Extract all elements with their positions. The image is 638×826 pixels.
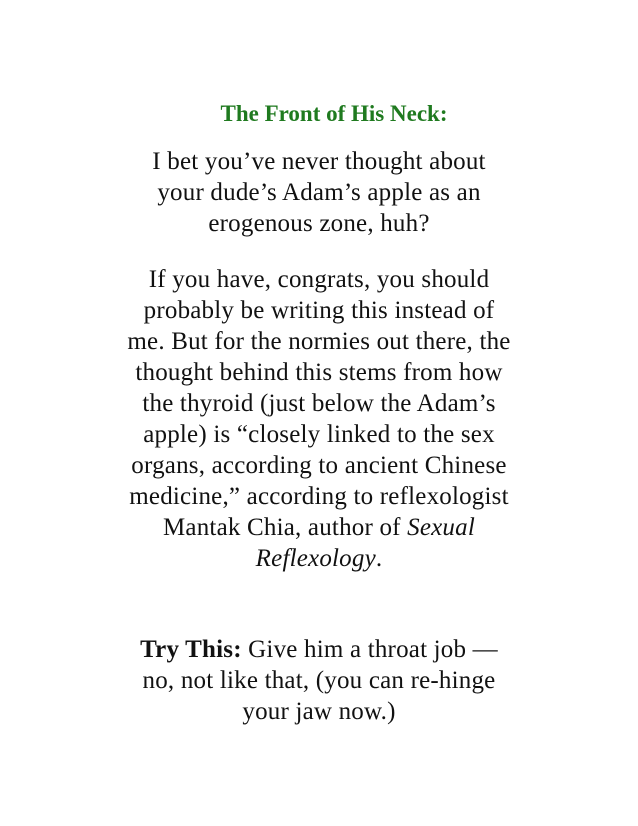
try-this-text: Give him a throat job — <box>241 636 498 663</box>
text-line: me. But for the normies out there, the <box>127 328 511 355</box>
text-line: your jaw now.) <box>242 698 396 725</box>
text-line: I bet you’ve never thought about <box>152 148 486 175</box>
text-line: no, not like that, (you can re-hinge <box>142 667 496 694</box>
text-line: medicine,” according to reflexologist <box>129 483 509 510</box>
intro-paragraph <box>78 146 560 239</box>
text-line: your dude’s Adam’s apple as an <box>157 179 481 206</box>
text-line: organs, according to ancient Chinese <box>131 452 507 479</box>
text-line <box>78 634 560 665</box>
book-title-part2: Reflexology <box>255 545 376 572</box>
text-line: probably be writing this instead of <box>143 297 495 324</box>
book-title-part1: Sexual <box>407 514 475 541</box>
period-text: . <box>375 545 383 572</box>
body-paragraph <box>78 264 560 574</box>
text-line: If you have, congrats, you should <box>148 266 490 293</box>
text-line: apple) is “closely linked to the sex <box>143 421 495 448</box>
author-text: Mantak Chia, author of <box>163 514 408 541</box>
try-this-paragraph <box>78 634 560 727</box>
section-heading: The Front of His Neck: <box>220 101 448 126</box>
try-this-label: Try This: <box>140 636 242 663</box>
text-line: thought behind this stems from how <box>135 359 503 386</box>
text-line: the thyroid (just below the Adam’s <box>142 390 496 417</box>
text-line <box>78 543 560 574</box>
text-line <box>78 512 560 543</box>
text-line: erogenous zone, huh? <box>208 210 430 237</box>
